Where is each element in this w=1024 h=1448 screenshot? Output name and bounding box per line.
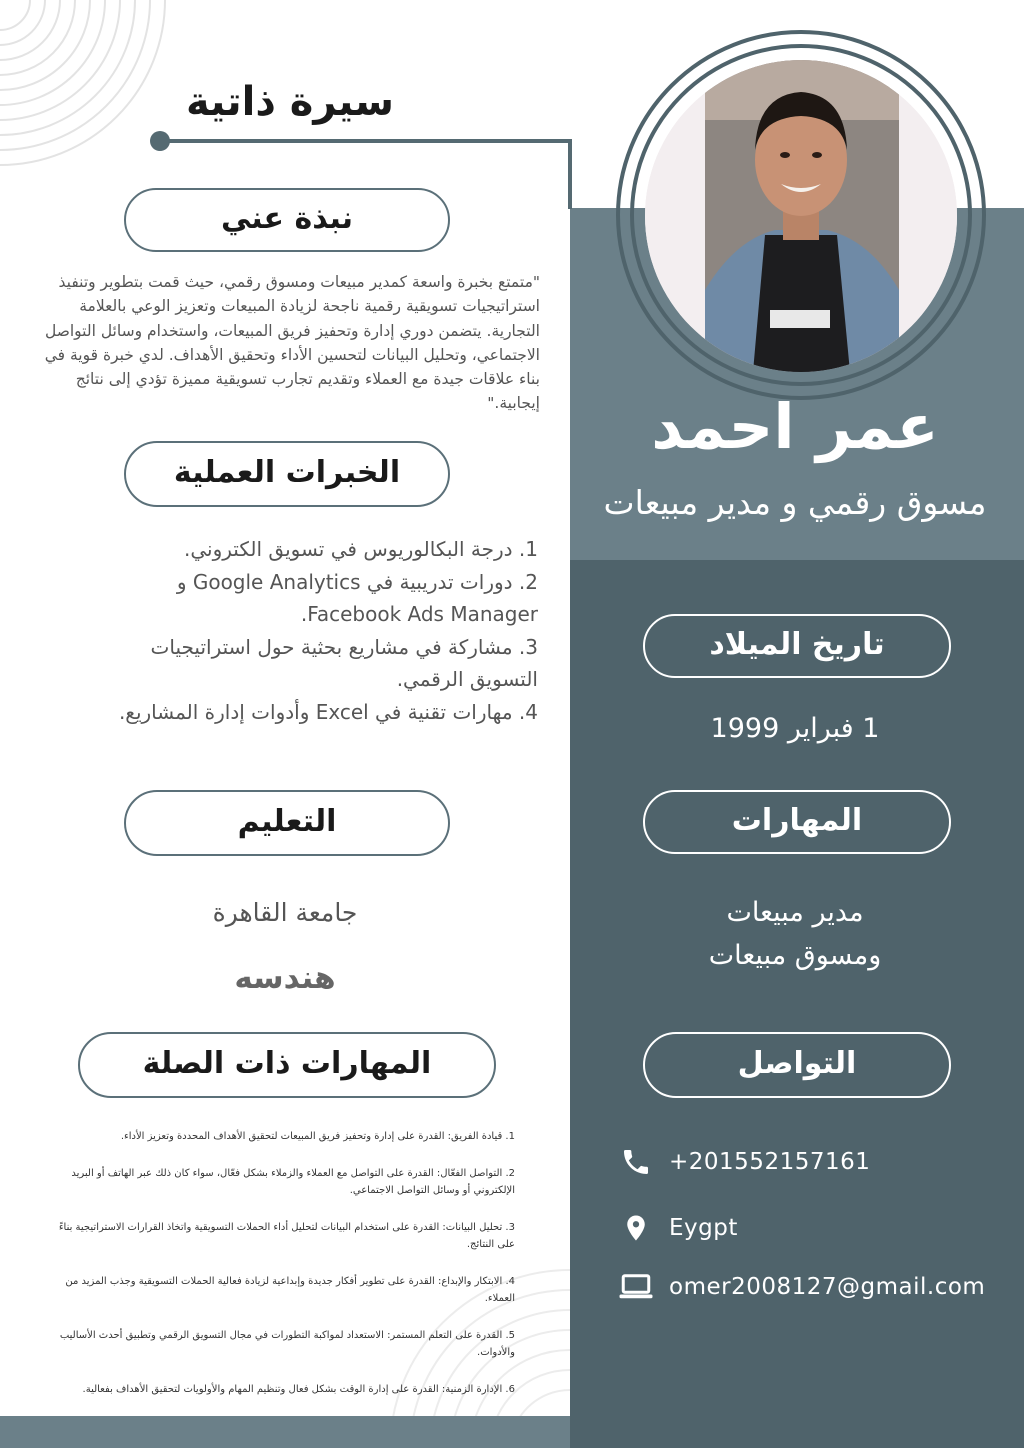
contact-email-text: omer2008127@gmail.com [669, 1274, 986, 1300]
experience-heading: الخبرات العملية [124, 441, 450, 507]
skills-line-1: مدير مبيعات [726, 897, 864, 928]
education-university: جامعة القاهرة [212, 898, 358, 927]
education-heading: التعليم [124, 790, 450, 856]
decorative-arcs-top [0, 0, 170, 170]
connector-dot [150, 131, 170, 151]
experience-list [80, 533, 538, 728]
contact-heading: التواصل [643, 1032, 951, 1098]
bottom-strip [0, 1416, 570, 1448]
profile-photo [645, 60, 957, 372]
phone-icon [615, 1142, 657, 1182]
about-heading: نبذة عني [124, 188, 450, 252]
contact-location-text: Eygpt [669, 1215, 738, 1241]
contact-email[interactable] [615, 1265, 1015, 1309]
page-title: سيرة ذاتية [186, 79, 394, 125]
connector-line [160, 139, 572, 143]
list-item: 6. الإدارة الزمنية: القدرة على إدارة الوقت بشكل فعال وتنظيم المهام والأولويات لتحقيق الأهداف بفعالية. [82, 1384, 515, 1395]
profile-job-title: مسوق رقمي و مدير مبيعات [603, 483, 987, 522]
location-pin-icon [615, 1208, 657, 1248]
related-skills-list [40, 1128, 515, 1418]
birth-heading: تاريخ الميلاد [643, 614, 951, 678]
list-item: 3. مشاركة في مشاريع بحثية حول استراتيجيات التسويق الرقمي. [150, 634, 538, 691]
list-item: 2. التواصل الفعّال: القدرة على التواصل مع العملاء والزملاء بشكل فعّال، سواء كان ذلك عبر الهاتف أو البريد الإلكتروني أو وسائل التواصل الاجتماعي. [71, 1168, 515, 1196]
list-item: 1. درجة البكالوريوس في تسويق الكتروني. [184, 537, 538, 561]
list-item: 2. دورات تدريبية في Google Analytics و Facebook Ads Manager. [176, 569, 538, 626]
skills-heading: المهارات [643, 790, 951, 854]
skills-line-2: ومسوق مبيعات [708, 940, 882, 971]
about-text: "متمتع بخبرة واسعة كمدير مبيعات ومسوق رقمي، حيث قمت بتطوير وتنفيذ استراتيجيات تسويقية رقمية ناجحة لزيادة المبيعات وتعزيز الوعي بالعلامة التجارية. يتضمن دوري إدارة وتحفيز فريق المبيعات، واستخدام وسائل التواصل الاجتماعي، وتحليل البيانات لتحسين الأداء وتحقيق الأهداف. لدي خبرة قوية في بناء علاقات جيدة مع العملاء وتقديم تجارب تسويقية مميزة تؤدي إلى نتائج إيجابية." [44, 273, 540, 413]
profile-name: عمر احمد [651, 390, 939, 463]
list-item: 3. تحليل البيانات: القدرة على استخدام البيانات لتحليل أداء الحملات التسويقية واتخاذ القرارات الاستراتيجية بناءً على النتائج. [58, 1222, 515, 1250]
sidebar-panel-bottom [570, 560, 1024, 1448]
education-major: هندسه [234, 960, 336, 996]
list-item: 4. الابتكار والإبداع: القدرة على تطوير أفكار جديدة وإبداعية لزيادة فعالية الحملات التسويقية وجذب المزيد من العملاء. [65, 1276, 515, 1304]
list-item: 5. القدرة على التعلم المستمر: الاستعداد لمواكبة التطورات في مجال التسويق الرقمي وتطبيق أحدث الأساليب والأدوات. [59, 1330, 515, 1358]
laptop-icon [615, 1267, 657, 1307]
contact-phone[interactable] [615, 1140, 1015, 1184]
contact-location [615, 1206, 1015, 1250]
connector-line-vertical [568, 139, 572, 209]
related-skills-heading: المهارات ذات الصلة [78, 1032, 496, 1098]
list-item: 4. مهارات تقنية في Excel وأدوات إدارة المشاريع. [118, 699, 538, 724]
birth-date: 1 فبراير 1999 [710, 713, 880, 744]
contact-phone-text: +201552157161 [669, 1149, 871, 1175]
list-item: 1. قيادة الفريق: القدرة على إدارة وتحفيز فريق المبيعات لتحقيق الأهداف المحددة وتعزيز الأداء. [120, 1131, 515, 1142]
